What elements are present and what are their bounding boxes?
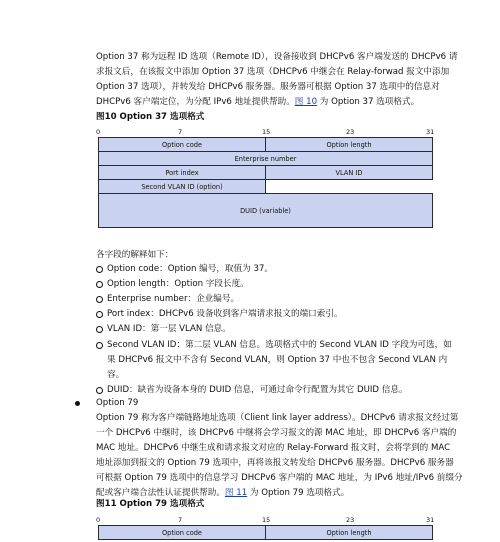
bullet-circle-icon [96,326,103,333]
bit-label: 15 [262,128,271,136]
bit-label: 23 [346,128,355,136]
field-vlan-id: VLAN ID [265,165,433,180]
document-page: Option 37 称为远程 ID 选项（Remote ID），设备接收到 DHCPv6 客户端发送的 DHCPv6 请 求报文后，在该报文中添加 Option 37 选项（DHCPv6 中继会在 Relay-forwad 报文中添加 Option 37 选项），并转发给 DHCPv6 服务器。服务器可根据 Option 37 选项中的信息对 DHCPv6 客户端定位，为分配 IPv6 地址提供帮助。图 10 为 Option 37 选项格式。 图10 Option 37 选项格式 0 7 15 23 31 Option code Option length Enterprise number Port index VLAN ID Second VLAN ID (option) DUID (variable) 各字段的解释如下： Option code：Option 编号，取值为 37。 Option length：Option 字段长度。 Enterprise number：企业编号。 Port index：DHCPv6 设备收到客户端请求报文的端口索引。 VLAN ID：第一层 VLAN 信息。 Second VLAN ID：第二层 VLAN 信息。选项格式中的 Second VLAN ID 字段为可选，如 果 DHCPv6 报文中不含有 Second VLAN，则 Option 37 中也不包含 Second VLAN 内 容。 DUID：缺省为设备本身的 DUID 信息，可通过命令行配置为其它 DUID 信息。 Option 79 Option 79 称为客户端链路地址选项（Client link layer address）。DHCPv6 请求报文经过第 一个 DHCPv6 中继时，该 DHCPv6 中继将会学习报文的源 MAC 地址，即 DHCPv6 客户端的 MAC 地址。DHCPv6 中继生成和请求报文对应的 Relay-Forward 报文时，会将学到的 MAC 地址添加到报文的 Option 79 选项中，再将该报文转发给 DHCPv6 服务器。DHCPv6 服务器 可根据 Option 79 选项中的信息学习 DHCPv6 客户端的 MAC 地址，为 IPv6 地址/IPv6 前缀分 配或客户端合法性认证提供帮助。图 11 为 Option 79 选项格式。 图11 Option 79 选项格式 0 7 15 23 31 Option code Option length [0,0,500,542]
intro-line-last: DHCPv6 客户端定位，为分配 IPv6 地址提供帮助。图 10 为 Option 37 选项格式。 [96,97,420,107]
intro-line: Option 37 称为远程 ID 选项（Remote ID），设备接收到 DHCPv6 客户端发送的 DHCPv6 请 [96,52,458,62]
field-option-code: Option code [98,137,266,152]
bit-label: 7 [178,516,183,524]
figure10-caption: 图10 Option 37 选项格式 [96,112,205,122]
intro-line: 求报文后，在该报文中添加 Option 37 选项（DHCPv6 中继会在 Relay-forwad 报文中添加 [96,67,450,77]
bit-label: 7 [178,128,183,136]
bullet-circle-icon [96,342,103,349]
option37-intro [96,50,458,110]
figure10-link[interactable]: 图 10 [294,97,318,107]
bit-label: 0 [96,516,101,524]
field-option-length: Option length [265,137,433,152]
field-duid: DUID (variable) [98,193,433,228]
bullet-circle-icon [96,296,103,303]
bit-label: 31 [426,516,435,524]
bullet-circle-icon [96,387,103,394]
bullet-circle-icon [96,311,103,318]
field-second-vlan-id: Second VLAN ID (option) [98,179,266,194]
bullet-dot-icon [75,401,80,406]
option79-paragraph: Option 79 称为客户端链路地址选项（Client link layer address）。DHCPv6 请求报文经过第 一个 DHCPv6 中继时，该 DHCPv6 中继将会学习报文的源 MAC 地址，即 DHCPv6 客户端的 MAC 地址。DHCPv6 中继生成和请求报文对应的 Relay-Forward 报文时，会将学到的 MAC 地址添加到报文的 Option 79 选项中，再将该报文转发给 DHCPv6 服务器。DHCPv6 服务器 可根据 Option 79 选项中的信息学习 DHCPv6 客户端的 MAC 地址，为 IPv6 地址/IPv6 前缀分 配或客户端合法性认证提供帮助。图 11 为 Option 79 选项格式。 [96,413,463,498]
figure11-caption: 图11 Option 79 选项格式 [96,499,205,509]
field-option-length: Option length [265,525,433,540]
bit-label: 23 [346,516,355,524]
bit-label: 0 [96,128,101,136]
bit-label: 31 [426,128,435,136]
field-port-index: Port index [98,165,266,180]
bit-label: 15 [262,516,271,524]
option79-heading: Option 79 [96,398,139,408]
bullet-circle-icon [96,281,103,288]
field-enterprise-number: Enterprise number [98,151,433,166]
figure11-link[interactable]: 图 11 [224,488,248,498]
bullet-circle-icon [96,266,103,273]
fields-intro: 各字段的解释如下： [96,250,174,260]
intro-line: Option 37 选项），并转发给 DHCPv6 服务器。服务器可根据 Option 37 选项中的信息对 [96,82,440,92]
field-option-code: Option code [98,525,266,540]
